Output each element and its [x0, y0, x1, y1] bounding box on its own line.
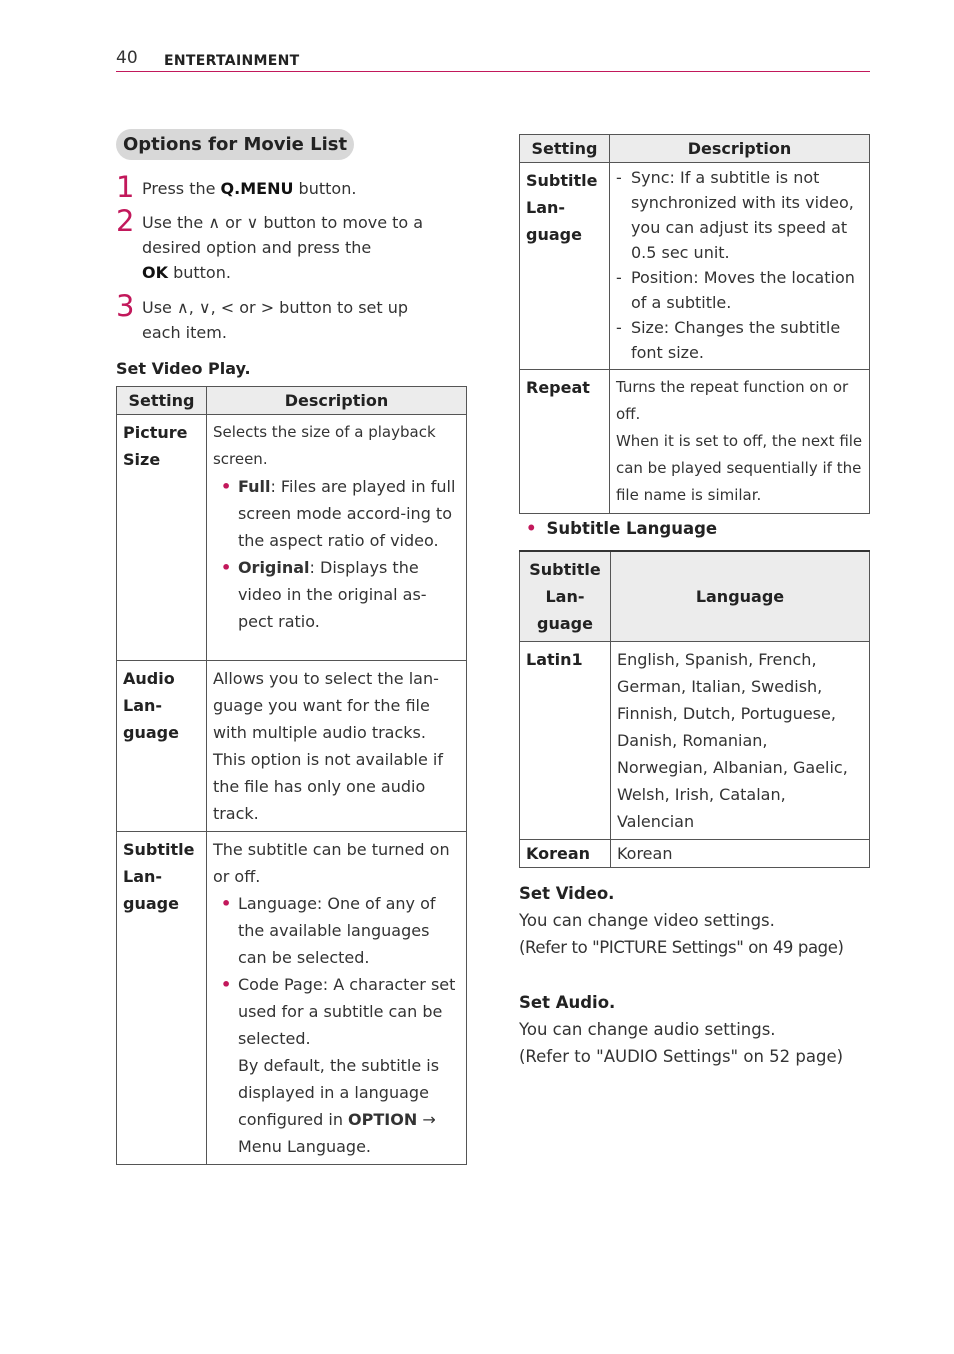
set-audio-text: You can change audio settings.: [519, 1020, 776, 1039]
set-audio-block: [519, 989, 879, 1070]
col-setting: Setting: [520, 135, 610, 163]
option-label: OPTION: [348, 1110, 418, 1129]
default-text: By default, the subtitle is displayed in a language configured in: [237, 1056, 440, 1129]
list-item: [238, 554, 460, 635]
default-text: Menu Language.: [237, 1137, 372, 1156]
page-header: [116, 48, 870, 72]
arrow-icon: →: [417, 1110, 436, 1129]
step-3: [116, 289, 467, 345]
table-row: [520, 163, 870, 370]
table-row: [117, 415, 467, 661]
original-label: Original: [237, 558, 310, 577]
set-video-text: You can change video settings.: [519, 911, 775, 930]
col-setting: Setting: [117, 387, 207, 415]
page-number: 40: [116, 48, 138, 68]
list-item: [238, 971, 460, 1160]
step-text: button.: [168, 263, 231, 282]
section-heading: Options for Movie List: [116, 129, 354, 160]
korean-language: Korean: [610, 840, 869, 868]
step-text: desired option and press the: [142, 238, 372, 257]
codepage-text: Code Page: A character set used for a subtitle can be selected.: [237, 975, 456, 1048]
step-text: Use ∧, ∨, < or > button to set up: [142, 298, 409, 317]
step-number: 3: [116, 289, 135, 323]
list-item: [238, 473, 460, 554]
set-audio-heading: Set Audio.: [519, 993, 616, 1012]
table-row: [117, 661, 467, 832]
table-row: [117, 832, 467, 1165]
video-play-table: [116, 386, 467, 1165]
list-item: - Size: Changes the subtitle font size.: [631, 315, 863, 365]
set-video-block: [519, 880, 879, 961]
full-text: : Files are played in full screen mode accord-ing to the aspect ratio of video.: [237, 477, 456, 550]
list-item: - Position: Moves the location of a subtitle.: [631, 265, 863, 315]
set-audio-ref: (Refer to "AUDIO Settings" on 52 page): [519, 1047, 844, 1066]
set-video-heading: Set Video.: [519, 884, 615, 903]
setting-subtitle-language: Subtitle Lan-guage: [117, 832, 207, 1165]
bullet-icon: •: [526, 519, 537, 538]
section-title: ENTERTAINMENT: [164, 53, 300, 69]
col-description: Description: [609, 135, 869, 163]
step-number: 1: [116, 170, 135, 204]
subtitle-intro: The subtitle can be turned on or off.: [212, 840, 450, 886]
setting-picture-size: Picture Size: [117, 415, 207, 661]
step-text: button.: [293, 179, 357, 198]
step-1: [116, 170, 467, 204]
full-label: Full: [237, 477, 271, 496]
col-subtitle-language: Subtitle Lan-guage: [520, 551, 611, 642]
latin1-languages: English, Spanish, French, German, Italian, Swedish, Finnish, Dutch, Portuguese, Danish, Romanian, Norwegian, Albanian, Gaelic, Welsh, Irish, Catalan, Valencian: [610, 642, 869, 840]
qmenu-label: Q.MENU: [220, 179, 294, 198]
set-video-play-heading: Set Video Play.: [116, 359, 251, 378]
set-video-ref: (Refer to "PICTURE Settings" on 49 page): [519, 938, 844, 957]
setting-repeat: Repeat: [520, 370, 610, 514]
language-table: [519, 550, 870, 868]
list-item: • Language: One of any of the available languages can be selected.: [238, 890, 460, 971]
original-text: : Displays the video in the original as-pect ratio.: [237, 558, 427, 631]
subtitle-options-table: [519, 134, 870, 514]
bullet-text: Subtitle Language: [546, 519, 718, 538]
col-description: Description: [206, 387, 466, 415]
korean-label: Korean: [520, 840, 611, 868]
table-row: [520, 642, 870, 840]
latin1-label: Latin1: [520, 642, 611, 840]
step-text: each item.: [142, 323, 227, 342]
repeat-text: When it is set to off, the next file can be played sequentially if the file name is similar.: [615, 432, 863, 504]
setting-audio-language: Audio Lan-guage: [117, 661, 207, 832]
step-text: Use the ∧ or ∨ button to move to a: [142, 213, 424, 232]
picture-size-intro: Selects the size of a playback screen.: [212, 423, 436, 468]
audio-language-desc: Allows you to select the lan-guage you want for the file with multiple audio tracks. This option is not available if the file has only one audio track.: [206, 661, 466, 832]
subtitle-language-heading: [526, 519, 717, 538]
table-row: [520, 370, 870, 514]
setting-subtitle-language: Subtitle Lan-guage: [520, 163, 610, 370]
col-language: Language: [610, 551, 869, 642]
ok-label: OK: [142, 263, 168, 282]
step-number: 2: [116, 204, 135, 238]
step-2: [116, 204, 467, 285]
table-row: [520, 840, 870, 868]
list-item: - Sync: If a subtitle is not synchronized with its video, you can adjust its speed at 0.5 sec unit.: [631, 165, 863, 265]
repeat-text: Turns the repeat function on or off.: [615, 378, 849, 423]
step-text: Press the: [142, 179, 221, 198]
